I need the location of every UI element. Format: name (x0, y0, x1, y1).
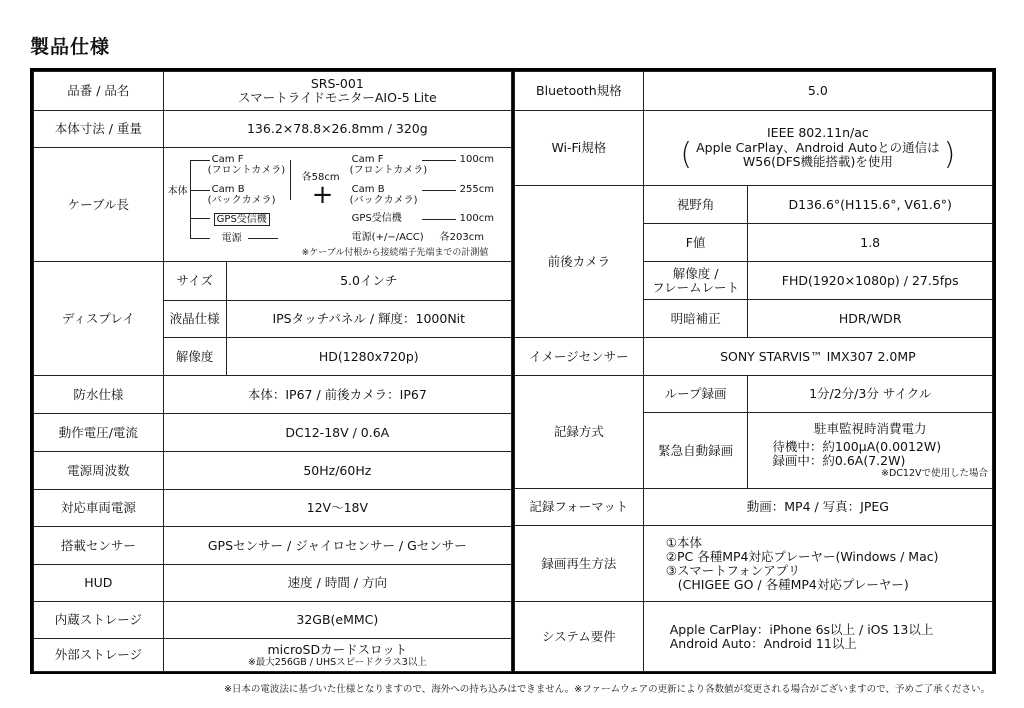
cable-trunk (190, 160, 191, 238)
table-row (34, 602, 512, 639)
cable-label: ケーブル長 (34, 148, 164, 262)
footer-note: ※日本の電波法に基づいた仕様となりますので、海外への持ち込みはできません。※ファームウェアの更新により各数値が変更される場合がございますので、予めご了承ください。 (223, 684, 990, 695)
frequency-value: 50Hz/60Hz (163, 452, 511, 490)
bluetooth-label: Bluetooth規格 (515, 72, 644, 111)
external-value (163, 639, 511, 672)
cable-power: 電源 (221, 232, 242, 244)
system-label: システム要件 (515, 602, 644, 672)
camera-key: 視野角 (643, 186, 748, 224)
wifi-line3: W56(DFS機能搭載)を使用 (742, 154, 893, 169)
emergency-key: 緊急自動録画 (643, 413, 748, 489)
table-row (34, 376, 512, 414)
playback-line: (CHIGEE GO / 各種MP4対応プレーヤー) (677, 576, 909, 592)
cable-camb: Cam B (211, 183, 245, 195)
external-label: 外部ストレージ (34, 639, 164, 672)
table-row (34, 262, 512, 301)
voltage-value: DC12-18V / 0.6A (163, 414, 511, 452)
sensor-value: GPSセンサー / ジャイロセンサー / Gセンサー (163, 527, 511, 565)
spec-table-frame (30, 68, 996, 674)
hud-value: 速度 / 時間 / 方向 (163, 565, 511, 602)
cable-branch (190, 218, 210, 219)
camera-key (643, 262, 748, 300)
loop-key: ループ録画 (643, 376, 748, 413)
recording-label: 記録方式 (515, 376, 644, 489)
model-name: スマートライドモニターAIO-5 Lite (237, 90, 437, 105)
emergency-value (748, 413, 993, 489)
wifi-value (643, 111, 992, 186)
vehicle-value: 12V〜18V (163, 490, 511, 527)
model-number: SRS-001 (310, 76, 364, 91)
table-row (34, 72, 512, 111)
playback-line: ①本体 (665, 534, 702, 550)
cable-r-camb: Cam B (351, 183, 385, 195)
cable-r-camb-sub: (バックカメラ) (349, 194, 418, 206)
system-line: Apple CarPlay：iPhone 6s以上 / iOS 13以上 (669, 621, 934, 637)
camera-key: F値 (643, 224, 748, 262)
cable-branch (190, 160, 210, 161)
cable-r-line (422, 190, 456, 191)
cable-r-gps: GPS受信機 (351, 212, 402, 224)
cable-r-camf-sub: (フロントカメラ) (349, 164, 428, 176)
cable-r-gps-len: 100cm (459, 212, 494, 224)
table-row (34, 111, 512, 148)
bluetooth-value: 5.0 (643, 72, 992, 111)
cable-r-power: 電源(+/−/ACC) (351, 231, 424, 243)
camera-value: HDR/WDR (748, 300, 993, 338)
size-value: 136.2×78.8×26.8mm / 320g (163, 111, 511, 148)
table-row (515, 186, 993, 224)
loop-value: 1分/2分/3分 サイクル (748, 376, 993, 413)
model-value (163, 72, 511, 111)
power-note: ※DC12Vで使用した場合 (881, 468, 988, 479)
cable-camf: Cam F (211, 153, 244, 165)
cable-bracket (290, 160, 291, 200)
display-key: サイズ (163, 262, 226, 301)
camera-key: 明暗補正 (643, 300, 748, 338)
display-value: 5.0インチ (226, 262, 511, 301)
cable-note: ※ケーブル付根から接続端子先端までの計測値 (301, 247, 489, 258)
wifi-label: Wi-Fi規格 (515, 111, 644, 186)
sensor-label: 搭載センサー (34, 527, 164, 565)
cable-r-camf: Cam F (351, 153, 384, 165)
cable-branch (190, 238, 210, 239)
voltage-label: 動作電圧/電流 (34, 414, 164, 452)
cable-r-camb-len: 255cm (459, 183, 494, 195)
format-label: 記録フォーマット (515, 489, 644, 526)
table-row (515, 602, 993, 672)
camera-value: D136.6°(H115.6°, V61.6°) (748, 186, 993, 224)
recording-power: 録画中：約0.6A(7.2W) (772, 453, 906, 468)
table-row (515, 526, 993, 602)
internal-label: 内蔵ストレージ (34, 602, 164, 639)
display-key: 解像度 (163, 338, 226, 376)
playback-line: ③スマートフォンアプリ (665, 562, 801, 578)
playback-value (643, 526, 992, 602)
hud-label: HUD (34, 565, 164, 602)
format-value: 動画：MP4 / 写真：JPEG (643, 489, 992, 526)
camera-key-line1: 解像度 / (672, 265, 719, 281)
table-row (34, 527, 512, 565)
system-value (643, 602, 992, 672)
cable-r-line (422, 160, 456, 161)
frequency-label: 電源周波数 (34, 452, 164, 490)
camera-value: FHD(1920×1080p) / 27.5fps (748, 262, 993, 300)
waterproof-value: 本体：IP67 / 前後カメラ：IP67 (163, 376, 511, 414)
cable-body-label: 本体 (167, 185, 188, 197)
size-label: 本体寸法 / 重量 (34, 111, 164, 148)
model-label: 品番 / 品名 (34, 72, 164, 111)
camera-value: 1.8 (748, 224, 993, 262)
page-title: 製品仕様 (30, 36, 111, 58)
camera-key-line2: フレームレート (652, 279, 740, 295)
external-value-main: microSDカードスロット (267, 641, 408, 657)
display-value: HD(1280x720p) (226, 338, 511, 376)
display-key: 液晶仕様 (163, 301, 226, 338)
vehicle-label: 対応車両電源 (34, 490, 164, 527)
external-note: ※最大256GB / UHSスピードクラス3以上 (247, 656, 427, 668)
cable-branch (190, 190, 210, 191)
cable-r-line (422, 219, 456, 220)
table-row (515, 72, 993, 111)
system-line: Android Auto：Android 11以上 (669, 635, 857, 651)
plus-icon: + (311, 179, 334, 210)
table-row (515, 338, 993, 376)
table-row (34, 148, 512, 262)
cable-gps: GPS受信機 (214, 213, 270, 226)
cable-r-camf-len: 100cm (459, 153, 494, 165)
playback-line: ②PC 各種MP4対応プレーヤー(Windows / Mac) (665, 548, 939, 564)
display-value: IPSタッチパネル / 輝度：1000Nit (226, 301, 511, 338)
cable-camf-sub: (フロントカメラ) (207, 164, 286, 176)
table-row (34, 639, 512, 672)
display-label: ディスプレイ (34, 262, 164, 376)
cable-diagram (163, 148, 511, 262)
playback-label: 録画再生方法 (515, 526, 644, 602)
spec-table-left (33, 71, 512, 672)
camera-label: 前後カメラ (515, 186, 644, 338)
image-sensor-value: SONY STARVIS™ IMX307 2.0MP (643, 338, 992, 376)
table-row (515, 376, 993, 413)
cable-each58: 各58cm (301, 171, 340, 183)
cable-camb-sub: (バックカメラ) (207, 194, 276, 206)
cable-diagram-body (164, 150, 511, 260)
cable-r-power-len: 各203cm (439, 231, 484, 243)
table-row (515, 489, 993, 526)
spec-table-right (514, 71, 993, 672)
table-row (34, 490, 512, 527)
image-sensor-label: イメージセンサー (515, 338, 644, 376)
wifi-line2: Apple CarPlay、Android Autoとの通信は (696, 140, 940, 155)
cable-power-line (248, 238, 278, 239)
wifi-left-paren: ( (680, 137, 693, 172)
waterproof-label: 防水仕様 (34, 376, 164, 414)
standby-power: 待機中：約100μA(0.0012W) (772, 439, 942, 454)
table-row (34, 452, 512, 490)
internal-value: 32GB(eMMC) (163, 602, 511, 639)
table-row (34, 414, 512, 452)
wifi-right-paren: ) (943, 137, 956, 172)
table-row (34, 565, 512, 602)
wifi-line1: IEEE 802.11n/ac (766, 125, 869, 140)
table-row (515, 111, 993, 186)
parking-title: 駐車監視時消費電力 (813, 421, 927, 436)
